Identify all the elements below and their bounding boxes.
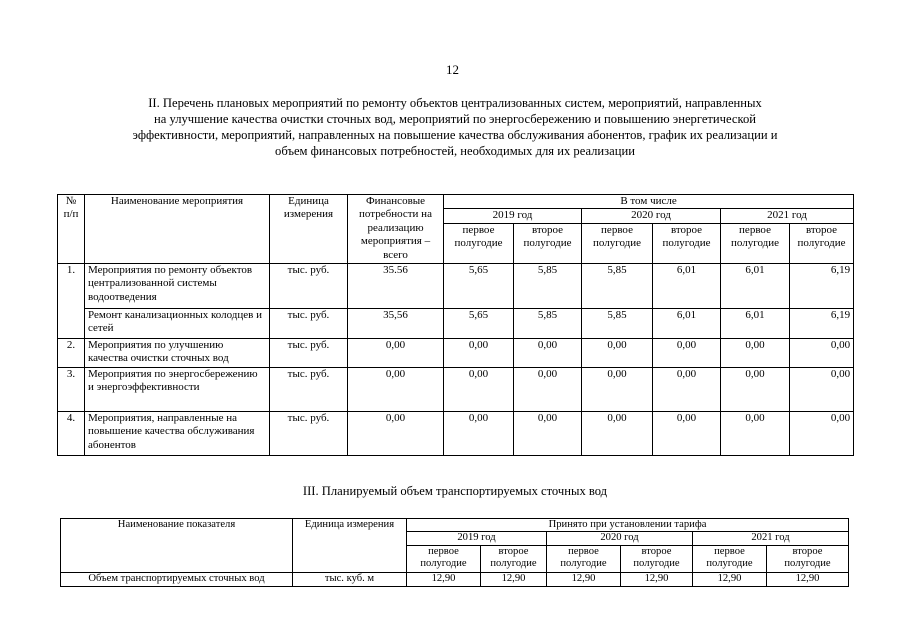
table-row xyxy=(58,308,854,338)
row-value: 0,00 xyxy=(444,411,514,455)
header-half: второе полугодие xyxy=(621,545,693,572)
row-total: 0,00 xyxy=(348,367,444,411)
row-unit: тыс. куб. м xyxy=(293,572,407,586)
header-half: второе полугодие xyxy=(767,545,849,572)
section-3-title: III. Планируемый объем транспортируемых сточных вод xyxy=(302,484,608,498)
row-value: 5,85 xyxy=(582,263,653,308)
row-value: 0,00 xyxy=(444,338,514,367)
row-value: 6,01 xyxy=(721,308,790,338)
row-value: 6,01 xyxy=(653,308,721,338)
row-value: 0,00 xyxy=(514,367,582,411)
row-name: Ремонт канализационных колодцев и сетей xyxy=(85,308,270,338)
row-name: Объем транспортируемых сточных вод xyxy=(61,572,293,586)
measures-table xyxy=(57,194,854,456)
row-name: Мероприятия, направленные на повышение качества обслуживания абонентов xyxy=(85,411,270,455)
header-year: 2021 год xyxy=(693,532,849,545)
title-line: эффективности, мероприятий, направленных на повышение качества обслуживания абонентов, график их реализации и xyxy=(132,128,778,142)
row-value: 0,00 xyxy=(444,367,514,411)
row-value: 0,00 xyxy=(721,367,790,411)
header-name: Наименование мероприятия xyxy=(85,195,270,264)
row-value: 5,65 xyxy=(444,263,514,308)
row-name: Мероприятия по ремонту объектов централизованной системы водоотведения xyxy=(85,263,270,308)
row-value: 0,00 xyxy=(790,411,854,455)
table-row xyxy=(61,572,849,586)
row-value: 0,00 xyxy=(721,411,790,455)
table-row xyxy=(58,411,854,455)
row-num: 2. xyxy=(58,338,85,367)
row-value: 0,00 xyxy=(514,411,582,455)
header-half: второе полугодие xyxy=(790,223,854,263)
header-half: первое полугодие xyxy=(721,223,790,263)
row-value: 12,90 xyxy=(407,572,481,586)
header-unit: Единица измерения xyxy=(293,519,407,573)
row-value: 0,00 xyxy=(790,338,854,367)
row-unit: тыс. руб. xyxy=(270,411,348,455)
row-value: 0,00 xyxy=(653,367,721,411)
table-row xyxy=(58,367,854,411)
row-value: 5,65 xyxy=(444,308,514,338)
title-line: объем финансовых потребностей, необходимых для их реализации xyxy=(275,144,635,158)
row-value: 6,01 xyxy=(653,263,721,308)
row-value: 6,01 xyxy=(721,263,790,308)
table-row xyxy=(58,263,854,308)
table-row xyxy=(58,338,854,367)
row-value: 0,00 xyxy=(582,367,653,411)
header-half: первое полугодие xyxy=(547,545,621,572)
row-value: 12,90 xyxy=(767,572,849,586)
header-year: 2019 год xyxy=(407,532,547,545)
section-2-title xyxy=(40,95,870,159)
row-total: 35,56 xyxy=(348,308,444,338)
header-finance: Финансовые потребности на реализацию мероприятия – всего xyxy=(348,195,444,264)
header-half: первое полугодие xyxy=(582,223,653,263)
page-number: 12 xyxy=(446,62,459,77)
row-value: 0,00 xyxy=(653,411,721,455)
row-total: 35.56 xyxy=(348,263,444,308)
row-name: Мероприятия по энергосбережению и энергоэффективности xyxy=(85,367,270,411)
header-half: второе полугодие xyxy=(514,223,582,263)
row-value: 12,90 xyxy=(693,572,767,586)
row-value: 0,00 xyxy=(653,338,721,367)
header-half: первое полугодие xyxy=(693,545,767,572)
header-year: 2020 год xyxy=(547,532,693,545)
header-year: 2021 год xyxy=(721,209,854,223)
header-half: второе полугодие xyxy=(653,223,721,263)
row-num: 4. xyxy=(58,411,85,455)
row-value: 12,90 xyxy=(621,572,693,586)
row-unit: тыс. руб. xyxy=(270,308,348,338)
row-unit: тыс. руб. xyxy=(270,263,348,308)
row-value: 6,19 xyxy=(790,308,854,338)
row-num xyxy=(58,308,85,338)
row-value: 0,00 xyxy=(514,338,582,367)
header-unit: Единица измерения xyxy=(270,195,348,264)
header-year: 2019 год xyxy=(444,209,582,223)
row-num: 3. xyxy=(58,367,85,411)
row-value: 0,00 xyxy=(721,338,790,367)
header-half: первое полугодие xyxy=(444,223,514,263)
row-value: 5,85 xyxy=(514,263,582,308)
row-total: 0,00 xyxy=(348,338,444,367)
row-unit: тыс. руб. xyxy=(270,338,348,367)
title-line: на улучшение качества очистки сточных вод, мероприятий по энергосбережению и повышению энергетической xyxy=(153,112,757,126)
row-total: 0,00 xyxy=(348,411,444,455)
header-indicator: Наименование показателя xyxy=(61,519,293,573)
row-value: 5,85 xyxy=(514,308,582,338)
row-value: 0,00 xyxy=(790,367,854,411)
row-num: 1. xyxy=(58,263,85,308)
row-name: Мероприятия по улучшению качества очистки сточных вод xyxy=(85,338,270,367)
title-line: II. Перечень плановых мероприятий по ремонту объектов централизованных систем, мероприятий, направленных xyxy=(148,96,762,110)
header-including: В том числе xyxy=(444,195,854,209)
row-value: 0,00 xyxy=(582,411,653,455)
row-value: 0,00 xyxy=(582,338,653,367)
wastewater-volume-table xyxy=(60,518,849,587)
header-accepted: Принято при установлении тарифа xyxy=(407,519,849,532)
row-unit: тыс. руб. xyxy=(270,367,348,411)
header-half: второе полугодие xyxy=(481,545,547,572)
row-value: 6,19 xyxy=(790,263,854,308)
row-value: 12,90 xyxy=(481,572,547,586)
header-half: первое полугодие xyxy=(407,545,481,572)
header-num: № п/п xyxy=(58,195,85,264)
header-year: 2020 год xyxy=(582,209,721,223)
row-value: 5,85 xyxy=(582,308,653,338)
row-value: 12,90 xyxy=(547,572,621,586)
